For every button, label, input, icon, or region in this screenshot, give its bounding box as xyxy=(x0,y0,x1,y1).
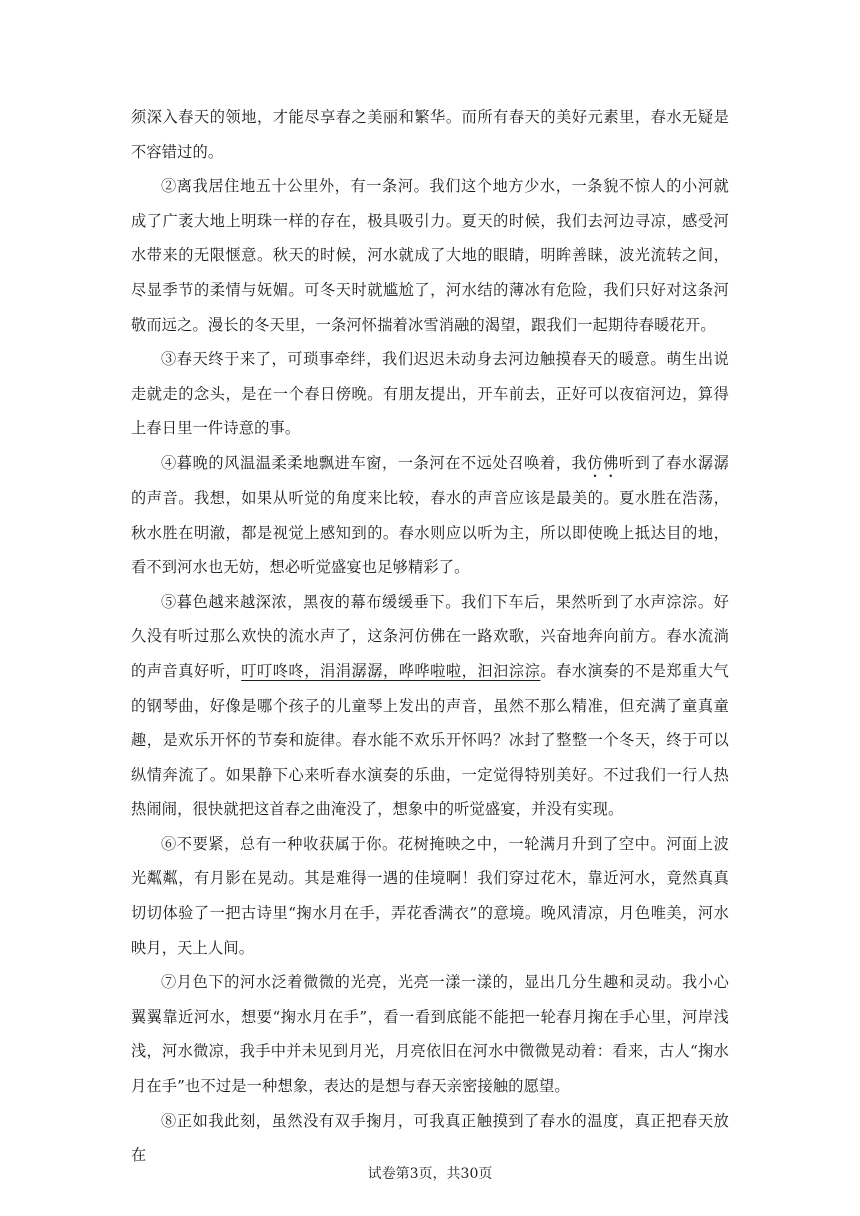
paragraph-4-text-a: ④暮晚的风温温柔柔地飘进车窗，一条河在不远处召唤着，我 xyxy=(161,453,588,472)
paragraph-6: ⑥不要紧，总有一种收获属于你。花树掩映之中，一轮满月升到了空中。河面上波光粼粼，有月影在晃动。其是难得一遇的佳境啊！我们穿过花木，靠近河水，竟然真真切切体验了一把古诗里“掬水月在手，弄花香满衣”的意境。晚风清凉，月色唯美，河水映月，天上人间。 xyxy=(131,834,729,957)
paragraph-8: ⑧正如我此刻，虽然没有双手掬月，可我真正触摸到了春水的温度，真正把春天放在 xyxy=(131,1111,729,1165)
reading-passage xyxy=(131,100,729,1173)
paragraph-5 xyxy=(131,585,729,827)
paragraph-5-text-a: ⑤暮色越来越深浓，黑夜的幕布缓缓垂下。我们下车后，果然听到了水声淙淙。好久没有听过那么欢快的流水声了，这条河仿佛在一路欢歌，兴奋地奔向前方。春水流淌的声音真好听， xyxy=(131,592,729,680)
paragraph-7: ⑦月色下的河水泛着微微的光亮，光亮一漾一漾的，显出几分生趣和灵动。我小心翼翼靠近河水，想要“掬水月在手”，看一看到底能不能把一轮春月掬在手心里，河岸浅浅，河水微凉，我手中并未见到月光，月亮依旧在河水中微微晃动着：看来，古人“掬水月在手”也不过是一种想象，表达的是想与春天亲密接触的愿望。 xyxy=(131,973,729,1096)
paragraph-continued: 须深入春天的领地，才能尽享春之美丽和繁华。而所有春天的美好元素里，春水无疑是不容错过的。 xyxy=(131,108,729,161)
emphasized-word: 仿佛 xyxy=(587,453,619,472)
paragraph-2: ②离我居住地五十公里外，有一条河。我们这个地方少水，一条貌不惊人的小河就成了广袤大地上明珠一样的存在，极具吸引力。夏天的时候，我们去河边寻凉，感受河水带来的无限惬意。秋天的时候，河水就成了大地的眼睛，明眸善睐，波光流转之间，尽显季节的柔情与妩媚。可冬天时就尴尬了，河水结的薄冰有危险，我们只好对这条河敬而远之。漫长的冬天里，一条河怀揣着冰雪消融的渴望，跟我们一起期待春暖花开。 xyxy=(131,177,729,334)
paragraph-3: ③春天终于来了，可琐事牵绊，我们迟迟未动身去河边触摸春天的暖意。萌生出说走就走的念头，是在一个春日傍晚。有朋友提出，开车前去，正好可以夜宿河边，算得上春日里一件诗意的事。 xyxy=(131,350,729,438)
paragraph-5-text-c: 。春水演奏的不是郑重大气的钢琴曲，好像是哪个孩子的儿童琴上发出的声音，虽然不那么精准，但充满了童真童趣，是欢乐开怀的节奏和旋律。春水能不欢乐开怀吗？冰封了整整一个冬天，终于可以纵情奔流了。如果静下心来听春水演奏的乐曲，一定觉得特别美好。不过我们一行人热热闹闹，很快就把这首春之曲淹没了，想象中的听觉盛宴，并没有实现。 xyxy=(131,661,729,819)
paragraph-4 xyxy=(131,446,729,585)
underlined-phrase: 叮叮咚咚，涓涓潺潺，哗哗啦啦，汩汩淙淙 xyxy=(241,661,541,680)
page-footer: 试卷第3页，共30页 xyxy=(367,1166,493,1182)
paragraph-4-text-c: 听到了春水潺潺的声音。我想，如果从听觉的角度来比较，春水的声音应该是最美的。夏水胜在浩荡，秋水胜在明澈，都是视觉上感知到的。春水则应以听为主，所以即使晚上抵达目的地，看不到河水也无妨，想必听觉盛宴也足够精彩了。 xyxy=(131,453,729,577)
